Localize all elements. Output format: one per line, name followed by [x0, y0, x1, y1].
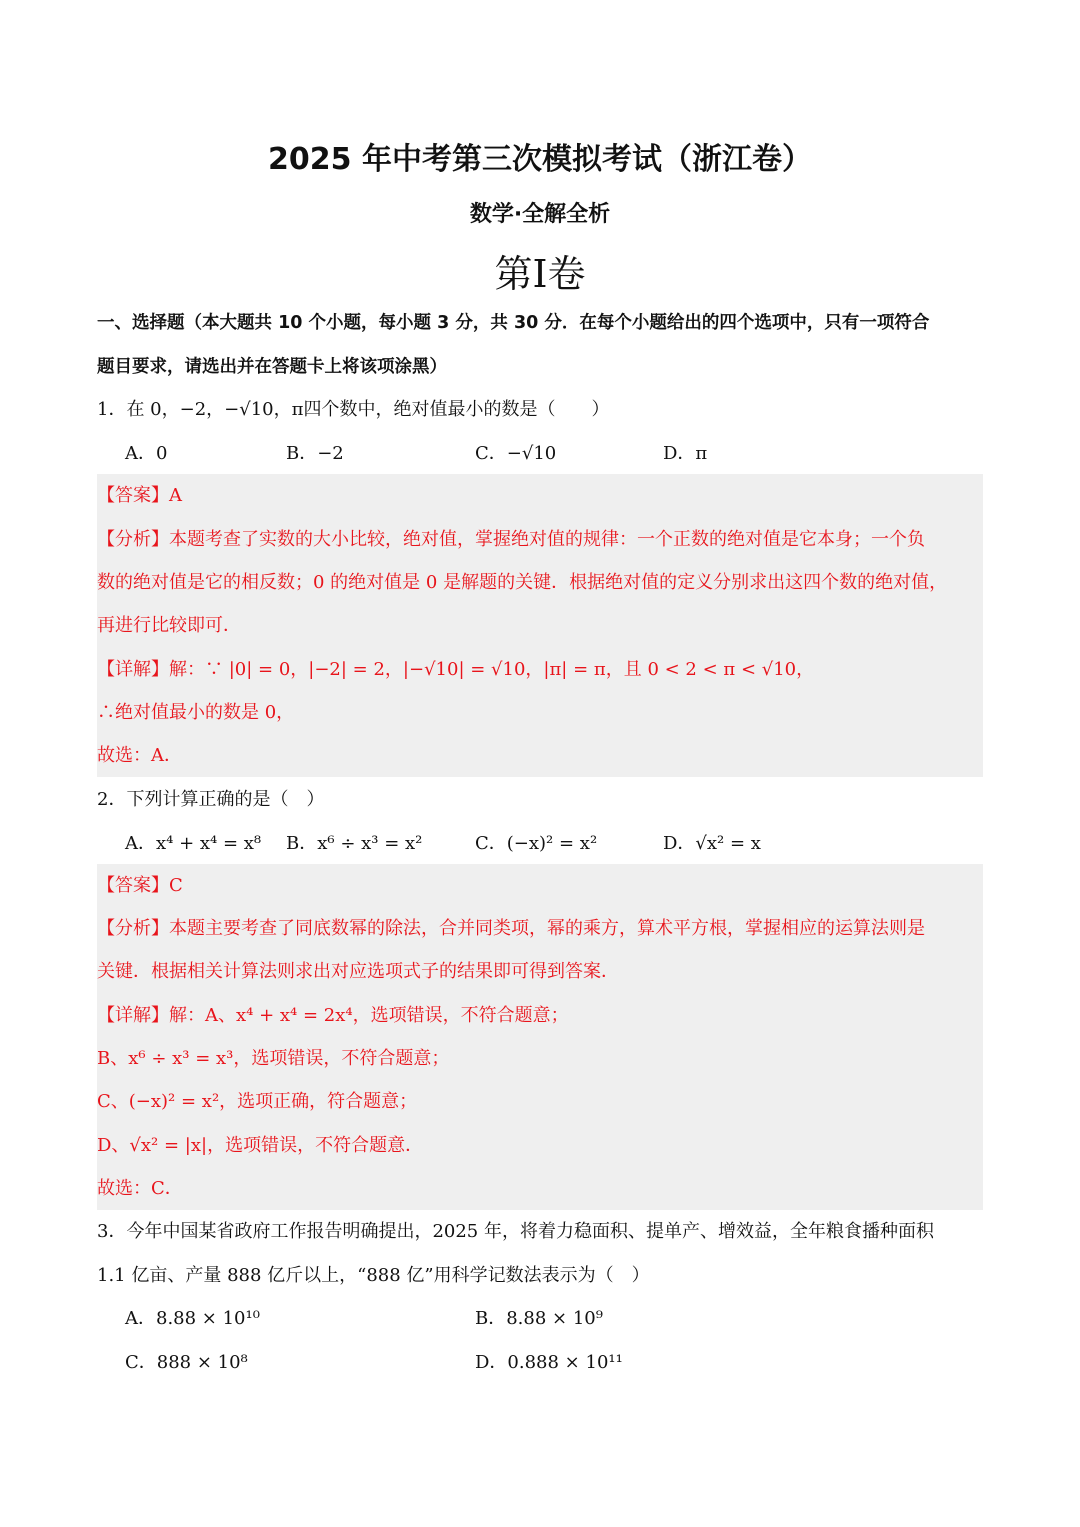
q3-stem-line1: 3．今年中国某省政府工作报告明确提出，2025 年，将着力稳面积、提单产、增效益，全年粮食播种面积 [97, 1221, 934, 1242]
q2-option-c: C．(−x)² = x² [475, 833, 598, 854]
q3-option-b: B．8.88 × 10⁹ [475, 1308, 603, 1329]
q2-stem: 2．下列计算正确的是（ ） [97, 789, 325, 810]
q3-option-a: A．8.88 × 10¹⁰ [125, 1308, 260, 1329]
volume-heading: 第I卷 [494, 252, 586, 296]
q2-detail-line2: B、x⁶ ÷ x³ = x³，选项错误，不符合题意； [97, 1048, 450, 1069]
q1-answer: 【答案】A [97, 485, 182, 506]
q2-option-a: A．x⁴ + x⁴ = x⁸ [125, 833, 262, 854]
page-title: 2025 年中考第三次模拟考试（浙江卷） [268, 142, 812, 177]
q2-analysis-line1: 【分析】本题主要考查了同底数幂的除法，合并同类项，幂的乘方，算术平方根，掌握相应的运算法则是 [97, 918, 925, 939]
q2-detail-line4: D、√x² = |x|，选项错误，不符合题意． [97, 1135, 424, 1156]
q2-detail-line3: C、(−x)² = x²，选项正确，符合题意； [97, 1091, 418, 1112]
q1-option-b: B．−2 [286, 443, 344, 464]
q3-option-c: C．888 × 10⁸ [125, 1352, 248, 1373]
q1-analysis-line3: 再进行比较即可． [97, 615, 241, 636]
q2-analysis-line2: 关键．根据相关计算法则求出对应选项式子的结果即可得到答案． [97, 961, 619, 982]
q3-stem-line2: 1.1 亿亩、产量 888 亿斤以上，“888 亿”用科学记数法表示为（ ） [97, 1265, 650, 1286]
q1-analysis-line2: 数的绝对值是它的相反数；0 的绝对值是 0 是解题的关键．根据绝对值的定义分别求出这四个数的绝对值， [97, 572, 948, 593]
q1-detail-line1: 【详解】解：∵ |0| = 0，|−2| = 2，|−√10| = √10，|π| = π，且 0 < 2 < π < √10， [97, 659, 815, 680]
q2-detail-line5: 故选：C． [97, 1178, 183, 1199]
q2-option-b: B．x⁶ ÷ x³ = x² [286, 833, 423, 854]
page-subtitle: 数学·全解全析 [469, 202, 611, 227]
q2-detail-line1: 【详解】解：A、x⁴ + x⁴ = 2x⁴，选项错误，不符合题意； [97, 1005, 569, 1026]
section-heading-line1: 一、选择题（本大题共 10 个小题，每小题 3 分，共 30 分．在每个小题给出的四个选项中，只有一项符合 [97, 313, 930, 333]
q1-option-d: D．π [663, 443, 708, 464]
q1-detail-line3: 故选：A． [97, 745, 182, 766]
q1-detail-line2: ∴绝对值最小的数是 0， [97, 702, 295, 723]
q1-option-a: A．0 [125, 443, 168, 464]
q1-option-c: C．−√10 [475, 443, 557, 464]
section-heading-line2: 题目要求，请选出并在答题卡上将该项涂黑） [97, 357, 447, 377]
q1-analysis-line1: 【分析】本题考查了实数的大小比较，绝对值，掌握绝对值的规律：一个正数的绝对值是它本身；一个负 [97, 529, 925, 550]
q1-stem: 1．在 0，−2，−√10，π四个数中，绝对值最小的数是（ ） [97, 399, 610, 420]
q3-option-d: D．0.888 × 10¹¹ [475, 1352, 623, 1373]
q2-answer: 【答案】C [97, 875, 183, 896]
q2-option-d: D．√x² = x [663, 833, 761, 854]
